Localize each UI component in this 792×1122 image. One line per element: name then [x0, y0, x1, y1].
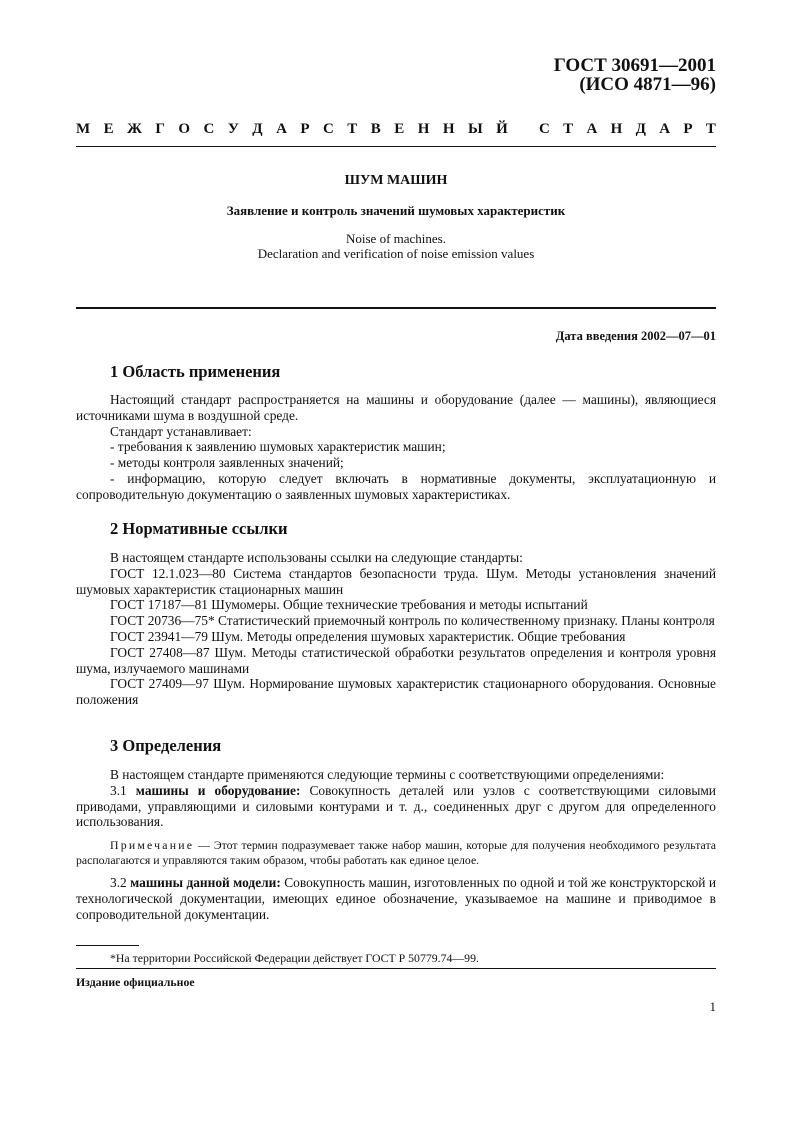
page-number: 1	[709, 999, 716, 1014]
section-2-heading: 2 Нормативные ссылки	[110, 519, 288, 538]
banner-letter: Т	[563, 121, 574, 137]
banner-letter: А	[586, 121, 598, 137]
banner-letter: О	[178, 121, 191, 137]
section-2-intro: В настоящем стандарте использованы ссылки на следующие стандарты:	[110, 550, 523, 565]
section-3-intro: В настоящем стандарте применяются следующие термины с соответствующими определениями:	[110, 767, 665, 782]
reference-item: ГОСТ 27409—97 Шум. Нормирование шумовых характеристик стационарного оборудования. Основные положения	[76, 676, 716, 708]
definition-term: машины данной модели:	[130, 875, 281, 891]
section-1-heading: 1 Область применения	[110, 362, 281, 381]
reference-item: ГОСТ 27408—87 Шум. Методы статистической обработки результатов определения и контроля уровня шума, излучаемого машинами	[76, 644, 716, 676]
banner-letter: Р	[683, 121, 693, 137]
banner-letter: Ы	[467, 121, 483, 137]
definition-number: 3.1	[110, 782, 127, 798]
list-item: - методы контроля заявленных значений;	[110, 455, 344, 471]
banner-letter: Й	[496, 121, 508, 137]
section-3-body	[76, 767, 716, 923]
interstate-standard-banner	[76, 121, 716, 138]
english-title-line1: Noise of machines.	[345, 231, 446, 246]
banner-letter: Н	[610, 121, 623, 137]
section-1-paragraph: Настоящий стандарт распространяется на машины и оборудование (далее — машины), являющиеся источниками шума в воздушной среде.	[76, 392, 716, 423]
reference-item: ГОСТ 20736—75* Статистический приемочный контроль по количественному признаку. Планы контроля	[110, 613, 715, 629]
banner-letter: Д	[252, 121, 263, 137]
definition-text: Совокупность деталей или узлов с соответствующими силовыми приводами, управляющими и силовыми контурами и т. д., соединенных друг с другом для определенного использования.	[76, 782, 716, 830]
footnote-divider	[76, 945, 139, 946]
definition-3-2	[76, 875, 716, 922]
banner-letter: Р	[300, 121, 310, 137]
definition-3-1	[76, 783, 716, 830]
banner-letter: А	[659, 121, 671, 137]
gost-designation	[554, 56, 716, 94]
section-3-heading: 3 Определения	[110, 736, 222, 755]
banner-letter: Ж	[127, 121, 142, 137]
banner-letter: Т	[705, 121, 716, 137]
title-divider	[76, 307, 716, 309]
banner-letter: В	[370, 121, 381, 137]
banner-letter: Г	[155, 121, 165, 137]
section-1-body	[76, 392, 716, 503]
banner-letter: С	[203, 121, 215, 137]
reference-item: ГОСТ 17187—81 Шумомеры. Общие технические требования и методы испытаний	[110, 597, 588, 613]
footnote: *На территории Российской Федерации действует ГОСТ Р 50779.74—99.	[110, 951, 479, 965]
section-1-lead: Стандарт устанавливает:	[110, 423, 252, 439]
list-item: - информацию, которую следует включать в нормативные документы, эксплуатационную и сопроводительную документацию о заявленных шумовых характеристиках.	[76, 470, 716, 502]
banner-letter: Д	[635, 121, 646, 137]
definition-number: 3.2	[110, 875, 127, 891]
standard-word	[539, 121, 716, 138]
footer-divider	[76, 968, 716, 969]
banner-letter: Е	[103, 121, 114, 137]
definition-note	[76, 838, 716, 867]
intro-date: Дата введения 2002—07—01	[555, 329, 716, 343]
banner-letter: Н	[442, 121, 455, 137]
banner-letter: Е	[394, 121, 405, 137]
list-item: - требования к заявлению шумовых характеристик машин;	[110, 439, 446, 455]
edition-label: Издание официальное	[76, 975, 195, 989]
top-divider	[76, 146, 716, 147]
banner-letter: А	[276, 121, 287, 137]
section-2-body	[76, 550, 716, 708]
banner-letter: У	[227, 121, 239, 137]
banner-letter: С	[539, 121, 550, 137]
banner-letter: Т	[347, 121, 358, 137]
banner-letter: М	[76, 121, 91, 137]
iso-number: (ИСО 4871—96)	[579, 74, 716, 95]
document-title: ШУМ МАШИН	[344, 173, 448, 188]
note-label: Примечание	[110, 838, 195, 853]
banner-letter: Н	[417, 121, 430, 137]
english-title-line2: Declaration and verification of noise emission values	[257, 246, 535, 261]
note-text: — Этот термин подразумевает также набор машин, которые для получения необходимого результата располагаются и управляются таким образом, чтобы работать как единое целое.	[76, 838, 717, 867]
english-title	[76, 231, 716, 261]
reference-item: ГОСТ 12.1.023—80 Система стандартов безопасности труда. Шум. Методы установления значений шумовых характеристик стационарных машин	[76, 565, 716, 597]
document-subtitle: Заявление и контроль значений шумовых характеристик	[226, 203, 566, 218]
definition-text: Совокупность машин, изготовленных по одной и той же конструкторской и технологической документации, имеющих единое обозначение, указываемое на машине и приводимое в сопроводительной документации.	[76, 875, 716, 922]
definition-term: машины и оборудование:	[135, 782, 301, 798]
interstate-word	[76, 121, 508, 138]
banner-letter: С	[322, 121, 334, 137]
reference-item: ГОСТ 23941—79 Шум. Методы определения шумовых характеристик. Общие требования	[110, 628, 626, 644]
gost-number: ГОСТ 30691—2001	[553, 55, 716, 76]
